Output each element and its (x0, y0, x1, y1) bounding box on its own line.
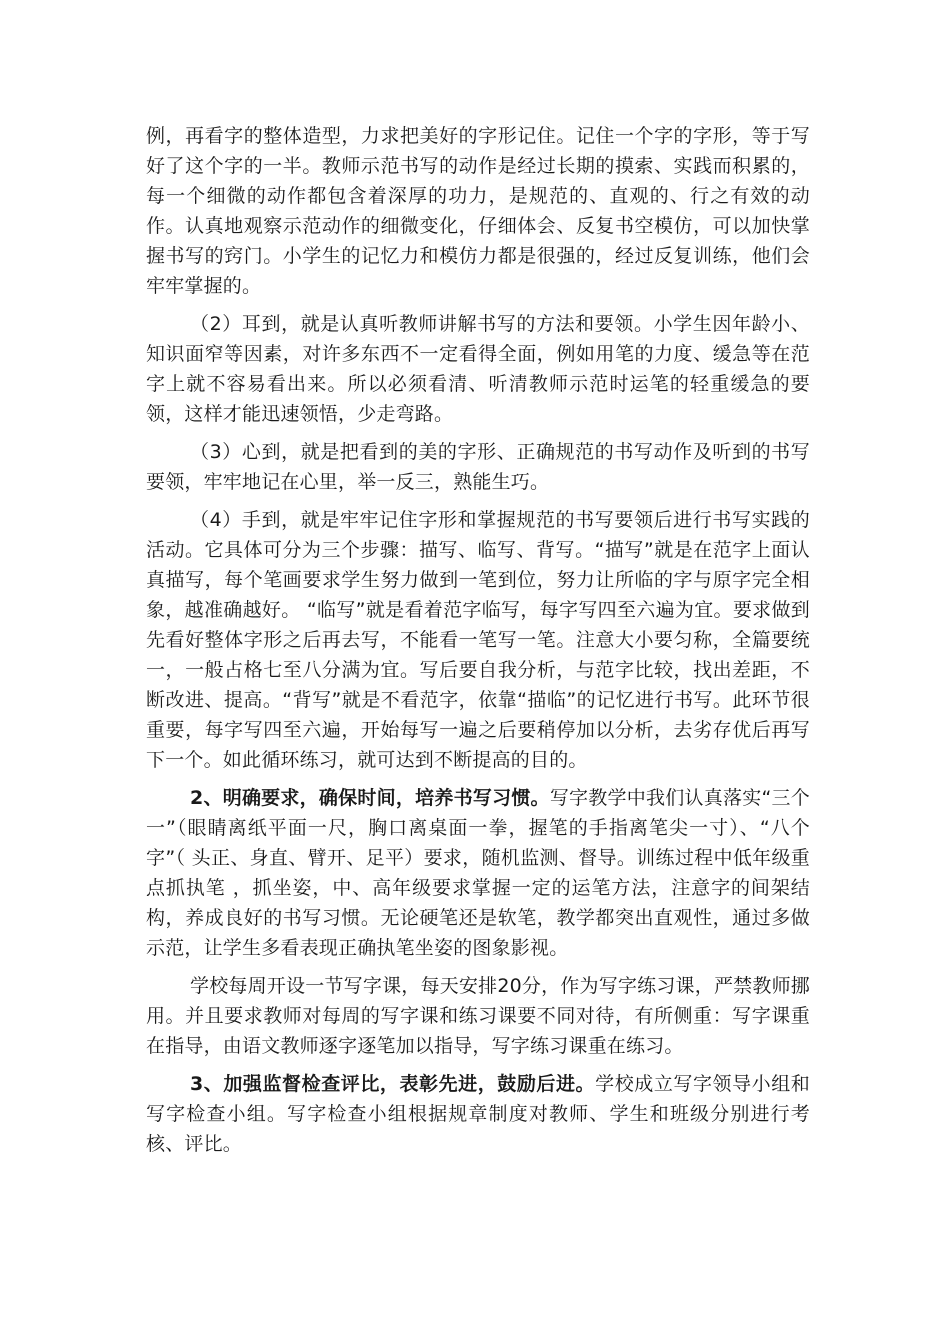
paragraph (146, 783, 810, 963)
paragraph-text: 例，再看字的整体造型，力求把美好的字形记住。记住一个字的字形，等于写好了这个字的一半。教师示范书写的动作是经过长期的摸索、实践而积累的，每一个细微的动作都包含着深厚的功力，是规范的、直观的、行之有效的动作。认真地观察示范动作的细微变化，仔细体会、反复书空模仿，可以加快掌握书写的窍门。小学生的记忆力和模仿力都是很强的，经过反复训练，他们会牢牢掌握的。 (146, 125, 810, 297)
paragraph-text: （3）心到，就是把看到的美的字形、正确规范的书写动作及听到的书写要领，牢牢地记在心里，举一反三，熟能生巧。 (146, 441, 810, 493)
section-heading: 2、明确要求，确保时间，培养书写习惯。 (190, 787, 550, 809)
paragraph (146, 309, 810, 429)
paragraph-text: （4）手到，就是牢牢记住字形和掌握规范的书写要领后进行书写实践的活动。它具体可分为三个步骤：描写、临写、背写。“描写”就是在范字上面认真描写，每个笔画要求学生努力做到一笔到位，努力让所临的字与原字完全相象，越准确越好。 “临写”就是看着范字临写，每字写四至六遍为宜。要求做到先看好整体字形之后再去写，不能看一笔写一笔。注意大小要匀称，全篇要统一，一般占格七至八分满为宜。写后要自我分析，与范字比较，找出差距，不断改进、提高。“背写”就是不看范字，依靠“描临”的记忆进行书写。此环节很重要，每字写四至六遍，开始每写一遍之后要稍停加以分析，去劣存优后再写下一个。如此循环练习，就可达到不断提高的目的。 (146, 509, 810, 771)
paragraph (146, 505, 810, 775)
paragraph (146, 971, 810, 1061)
paragraph (146, 1069, 810, 1159)
section-heading: 3、加强监督检查评比，表彰先进，鼓励后进。 (190, 1073, 596, 1095)
paragraph-text: 学校每周开设一节写字课，每天安排20分，作为写字练习课，严禁教师挪用。并且要求教师对每周的写字课和练习课要不同对待，有所侧重：写字课重在指导，由语文教师逐字逐笔加以指导，写字练习课重在练习。 (146, 975, 810, 1057)
paragraph-text: 学校成立写字领导小组和写字检查小组。写字检查小组根据规章制度对教师、学生和班级分别进行考核、评比。 (146, 1073, 811, 1155)
paragraph (146, 121, 810, 301)
paragraph-text: 写字教学中我们认真落实“三个一”（眼睛离纸平面一尺，胸口离桌面一拳，握笔的手指离笔尖一寸）、“八个字”（ 头正、身直、臂开、足平）要求，随机监测、督导。训练过程中低年级重点抓执笔 ，抓坐姿，中、高年级要求掌握一定的运笔方法，注意字的间架结构，养成良好的书写习惯。无论硬笔还是软笔，教学都突出直观性，通过多做示范，让学生多看表现正确执笔坐姿的图象影视。 (146, 787, 810, 959)
paragraph-text: （2）耳到，就是认真听教师讲解书写的方法和要领。小学生因年龄小、知识面窄等因素，对许多东西不一定看得全面，例如用笔的力度、缓急等在范字上就不容易看出来。所以必须看清、听清教师示范时运笔的轻重缓急的要领，这样才能迅速领悟，少走弯路。 (146, 313, 810, 425)
paragraph (146, 437, 810, 497)
document-body (146, 121, 810, 1159)
